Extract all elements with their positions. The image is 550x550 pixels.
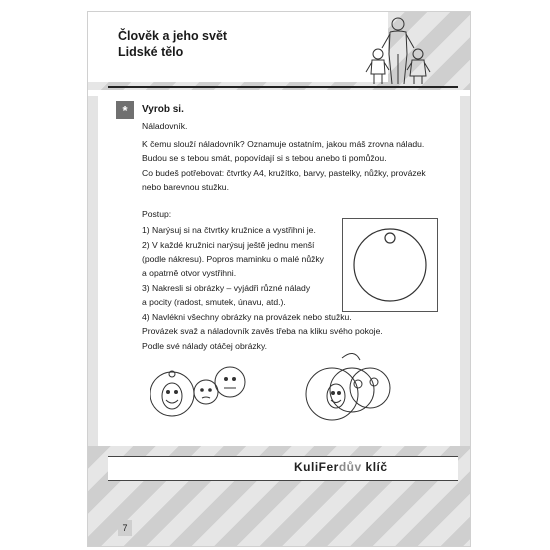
threaded-mood-circles-illustration [302,348,394,424]
key-part: KuliFer [294,460,339,474]
footer-key-background [108,457,458,480]
materials-line: nebo barevnou stužku. [142,182,229,192]
subject-title: Člověk a jeho svět [118,29,228,43]
step-line: 3) Nakresli si obrázky – vyjádři různé nálady [142,283,311,293]
right-margin-bar [460,96,470,446]
key-part: klíč [365,460,388,474]
activity-name: Náladovník. [142,121,188,131]
step-line: (podle nákresu). Popros maminku o malé nůžky [142,254,324,264]
question-line: Budou se s tebou smát, popovídají si s tebou anebo ti pomůžou. [142,153,387,163]
step-line: a pocity (radost, smutek, únavu, atd.). [142,297,286,307]
step-line: 2) V každé kružnici narýsuj ještě jednu menší [142,240,315,250]
footer-rule [108,456,458,457]
step-line: 1) Narýsuj si na čtvrtky kružnice a vystřihni je. [142,225,316,235]
header-divider [108,86,458,88]
footer-rule [108,480,458,481]
circle-template-figure [342,218,438,312]
chapter-title [118,28,227,60]
step-line: Podle své nálady otáčej obrázky. [142,341,267,351]
question-line: K čemu slouží náladovník? Oznamuje ostatním, jakou máš zrovna náladu. [142,139,425,149]
steps-title: Postup: [142,209,172,219]
kuliferduv-klic-label [294,460,388,474]
step-line: Provázek svaž a náladovník zavěs třeba na kliku svého pokoje. [142,326,383,336]
family-illustration [360,14,440,86]
star-badge: * [116,101,134,119]
activity-title: Vyrob si. [142,104,184,115]
mood-faces-illustration [150,362,250,422]
left-margin-bar [88,96,98,446]
topic-title: Lidské tělo [118,45,184,59]
page-number: 7 [118,520,132,536]
step-line: 4) Navlékni všechny obrázky na provázek nebo stužku. [142,312,352,322]
key-part: dův [338,460,362,474]
circle-template-drawing [343,219,437,311]
materials-line: Co budeš potřebovat: čtvrtky A4, kružítko, barvy, pastelky, nůžky, provázek [142,168,426,178]
step-line: a opatrně otvor vystřihni. [142,268,237,278]
